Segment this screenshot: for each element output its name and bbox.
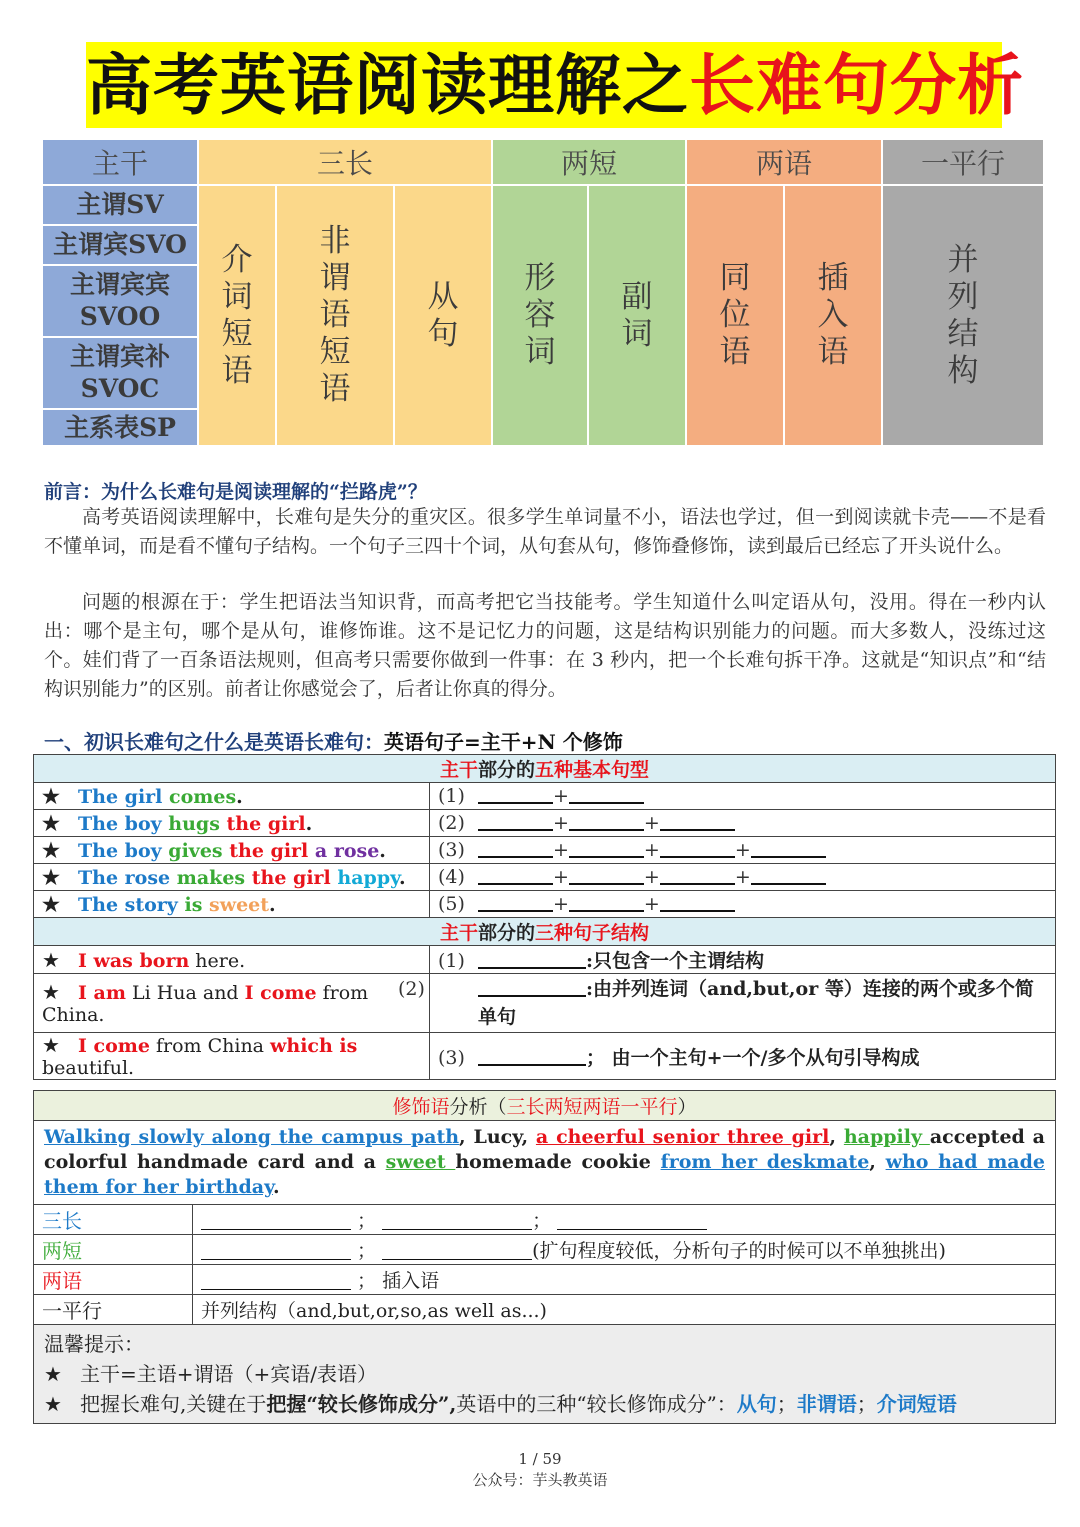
two-short-col: 形容词 [493,186,589,447]
three-long-col: 非谓语短语 [277,186,395,447]
sentence-pattern-table [33,754,1056,1080]
main-item: 主谓宾宾 SVOO [43,266,199,338]
table-row: ★ The boy hugs the girl. (2) + + [34,810,1056,837]
star-icon: ★ [42,892,60,916]
main-item: 主谓宾补 SVOC [43,338,199,410]
section-1-title: 一、初识长难句之什么是英语长难句：英语句子=主干+N 个修饰 [44,730,623,754]
two-short-col: 副词 [589,186,687,447]
footer-account: 公众号：芋头教英语 [472,1471,608,1489]
header-main: 主干 [43,140,199,186]
table-row: ★ I am Li Hua and I come from China. (2) :由并列连词（and,but,or 等）连接的两个或多个简单句 [34,974,1056,1033]
table-band: 主干部分的三种句子结构 [34,918,1056,946]
tips-row: 温馨提示： ★ 主干=主语+谓语（+宾语/表语） ★ 把握长难句,关键在于把握“较长修饰成分”,英语中的三种“较长修饰成分”：从句；非谓语；介词短语 [34,1325,1056,1424]
star-icon: ★ [42,838,60,862]
table-row: ★ I come from China which is beautiful. (3) ； 由一个主句+一个/多个从句引导构成 [34,1033,1056,1080]
page-title [86,42,1024,128]
star-icon: ★ [44,1362,62,1386]
title-part-2: 长难句分析 [689,46,1024,124]
star-icon: ★ [42,811,60,835]
example-sentence: Walking slowly along the campus path, Lucy, a cheerful senior three girl, happily accepted a colorful handmade card and a sweet homemade cookie from her deskmate, who had made them for her birthday. [34,1121,1056,1205]
tips-title: 温馨提示： [44,1332,144,1356]
preface-title: 前言：为什么长难句是阅读理解的“拦路虎”？ [44,481,427,503]
star-icon: ★ [44,1392,62,1416]
three-long-col: 介词短语 [199,186,277,447]
parallel-col: 并列结构 [883,186,1045,447]
two-language-col: 同位语 [687,186,785,447]
table-row: ★ I was born here. (1) :只包含一个主谓结构 [34,946,1056,974]
table-row: ★ The girl comes. (1) + [34,783,1056,810]
table-row: ★ The boy gives the girl a rose. (3) + + + [34,837,1056,864]
table-band: 修饰语分析（三长两短两语一平行） [34,1091,1056,1121]
page-number: 1 / 59 [518,1450,562,1468]
star-icon: ★ [42,947,60,972]
preface-paragraph-1: 高考英语阅读理解中，长难句是失分的重灾区。很多学生单词量不小，语法也学过，但一到阅读就卡壳——不是看不懂单词，而是看不懂句子结构。一个句子三四十个词，从句套从句，修饰叠修饰，读到最后已经忘了开头说什么。 [44,506,1046,557]
modifier-analysis-table [33,1090,1056,1424]
table-row: 两短 ； (扩句程度较低，分析句子的时候可以不单独挑出) [34,1235,1056,1265]
title-part-1: 高考英语阅读理解之 [86,46,689,124]
table-row: 一平行 并列结构（and,but,or,so,as well as...) [34,1295,1056,1325]
three-long-col: 从句 [395,186,493,447]
table-band: 主干部分的五种基本句型 [34,755,1056,783]
overview-grid [43,140,1045,447]
table-row: 两语 ； 插入语 [34,1265,1056,1295]
star-icon: ★ [42,1033,60,1057]
header-two-short: 两短 [493,140,687,186]
table-row: ★ The rose makes the girl happy. (4) + + + [34,864,1056,891]
table-row: ★ The story is sweet. (5) + + [34,891,1056,918]
star-icon: ★ [42,784,60,808]
star-icon: ★ [42,865,60,889]
main-item: 主谓宾SVO [43,226,199,266]
two-language-col: 插入语 [785,186,883,447]
main-item: 主系表SP [43,410,199,447]
main-item: 主谓SV [43,186,199,226]
header-parallel: 一平行 [883,140,1045,186]
preface-paragraph-2: 问题的根源在于：学生把语法当知识背，而高考把它当技能考。学生知道什么叫定语从句，没用。得在一秒内认出：哪个是主句，哪个是从句，谁修饰谁。这不是记忆力的问题，这是结构识别能力的问题。而大多数人，没练过这个。娃们背了一百条语法规则，但高考只需要你做到一件事：在 3 秒内，把一个长难句拆干净。这就是“知识点”和“结构识别能力”的区别。前者让你感觉会了，后者让你真的得分。 [44,591,1046,700]
header-three-long: 三长 [199,140,493,186]
table-row: 三长 ； ； [34,1205,1056,1235]
star-icon: ★ [42,980,60,1004]
header-two-language: 两语 [687,140,883,186]
